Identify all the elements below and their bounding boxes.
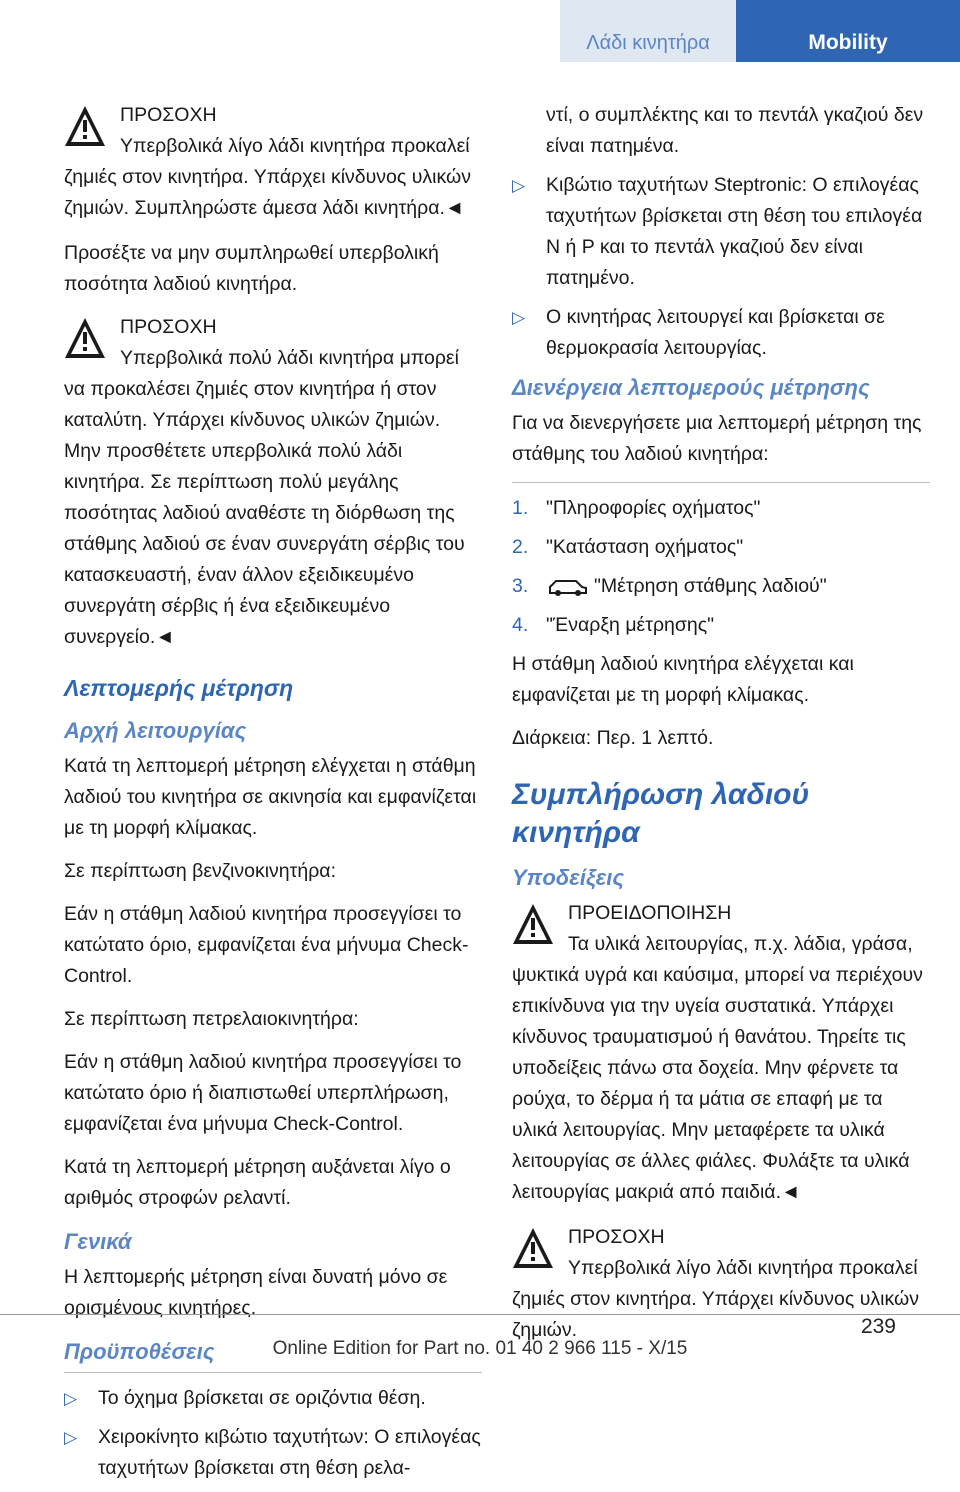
step-text: "Πληροφορίες οχήματος" [546,497,761,519]
caution-box [64,312,482,653]
heading-principle: Αρχή λειτουργίας [64,718,247,743]
heading-detailed-measurement: Λεπτομερής μέτρηση [64,675,294,701]
warning-triangle-icon [512,902,554,946]
caution-title: ΠΡΟΣΟΧΗ [568,1226,665,1248]
paragraph-idle-speed: Κατά τη λεπτομερή μέτρηση αυξάνεται λίγο ο αριθμός στροφών ρελαντί. [64,1156,451,1209]
caution-text: Υπερβολικά λίγο λάδι κινητήρα προκαλεί ζημιές στον κινητήρα. Υπάρχει κίνδυνος υλικών ζημιών. Συμπληρώστε άμεσα λάδι κινητήρα.◄ [64,135,471,219]
warning-title: ΠΡΟΕΙΔΟΠΟΙΗΣΗ [568,902,732,924]
warning-triangle-icon [512,1226,554,1270]
footer-edition: Online Edition for Part no. 01 40 2 966 115 - X/15 [272,1338,688,1359]
caution-title: ΠΡΟΣΟΧΗ [120,104,217,126]
step-item [512,532,930,563]
caution-text: Υπερβολικά πολύ λάδι κινητήρα μπορεί να προκαλέσει ζημιές στον κινητήρα ή στον καταλύτη. Υπάρχει κίνδυνος υλικών ζημιών. Μην προσθέτετε υπερβολικά πολύ λάδι κινητήρα. Σε περίπτωση πολύ μεγάλης ποσότητας λαδιού αναθέστε τη διόρθωση της στάθμης λαδιού σε έναν συνεργάτη σέρβις του κατασκευαστή, έναν άλλον εξειδικευμένο συνεργάτη σέρβις ή ένα εξειδικευμένο συνεργείο.◄ [64,347,465,648]
paragraph-petrol: Εάν η στάθμη λαδιού κινητήρα προσεγγίσει το κατώτατο όριο, εμφανίζεται ένα μήνυμα Check-Control. [64,903,469,987]
heading-notes: Υποδείξεις [512,865,625,890]
paragraph-overfill: Προσέξτε να μην συμπληρωθεί υπερβολική ποσότητα λαδιού κινητήρα. [64,242,439,295]
paragraph-principle: Κατά τη λεπτομερή μέτρηση ελέγχεται η στάθμη λαδιού του κινητήρα σε ακινησία και εμφανίζεται με τη μορφή κλίμακας. [64,755,477,839]
paragraph-duration: Διάρκεια: Περ. 1 λεπτό. [512,727,714,749]
warning-triangle-icon [64,316,106,360]
step-text: "Έναρξη μέτρησης" [546,614,715,636]
warning-box [512,898,930,1208]
warning-text: Τα υλικά λειτουργίας, π.χ. λάδια, γράσα, ψυκτικά υγρά και καύσιμα, μπορεί να περιέχουν επικίνδυνα για την υγεία συστατικά. Υπάρχει κίνδυνος τραυματισμού ή θανάτου. Τηρείτε τις υποδείξεις πάνω στα δοχεία. Μην φέρνετε τα ρούχα, το δέρμα ή τα μάτια σε επαφή με τα υλικά λειτουργίας. Μην μεταφέρετε τα υλικά λειτουργίας σε άλλες φιάλες. Φυλάξτε τα υλικά λειτουργίας μακριά από παιδιά.◄ [512,933,923,1203]
paragraph-petrol-label: Σε περίπτωση βενζινοκινητήρα: [64,860,336,882]
paragraph-scale: Η στάθμη λαδιού κινητήρα ελέγχεται και εμφανίζεται με τη μορφή κλίμακας. [512,653,854,706]
header-chapter-tab: Mobility [736,0,960,62]
heading-topup-oil: Συμπλήρωση λαδιού κινητήρα [512,778,810,849]
prerequisites-list-continued [512,100,930,162]
step-number: 4. [512,614,529,636]
paragraph-diesel-label: Σε περίπτωση πετρελαιοκινητήρα: [64,1008,359,1030]
list-item-continuation [512,100,930,162]
heading-prerequisites: Προϋποθέσεις [64,1339,215,1364]
right-column [512,100,930,1360]
caution-box [64,100,482,224]
step-number: 3. [512,575,529,597]
paragraph-general: Η λεπτομερής μέτρηση είναι δυνατή μόνο σε ορισμένους κινητήρες. [64,1266,448,1319]
prerequisites-list [64,1383,482,1484]
prerequisites-list [512,170,930,364]
paragraph-perform: Για να διενεργήσετε μια λεπτομερή μέτρηση της στάθμης του λαδιού κινητήρα: [512,412,922,465]
heading-perform-measurement: Διενέργεια λεπτομερούς μέτρησης [512,375,870,400]
caution-title: ΠΡΟΣΟΧΗ [120,316,217,338]
step-text: "Μέτρηση στάθμης λαδιού" [594,575,827,597]
list-item: ▷ Χειροκίνητο κιβώτιο ταχυτήτων: Ο επιλογέας ταχυτήτων βρίσκεται στη θέση ρελα- [64,1422,482,1484]
left-column [64,100,482,1492]
list-item: ▷ Ο κινητήρας λειτουργεί και βρίσκεται σε θερμοκρασία λειτουργίας. [512,302,930,364]
page-header [0,0,960,62]
divider [512,482,930,483]
step-item [512,571,930,602]
step-item [512,610,930,641]
heading-general: Γενικά [64,1229,132,1254]
list-item-text: ντί, ο συμπλέκτης και το πεντάλ γκαζιού δεν είναι πατημένα. [546,104,924,157]
caution-text: Υπερβολικά λίγο λάδι κινητήρα προκαλεί ζημιές στον κινητήρα. Υπάρχει κίνδυνος υλικών ζημιών. [512,1257,919,1341]
page-number: 239 [860,1315,896,1338]
list-item: ▷ Κιβώτιο ταχυτήτων Steptronic: Ο επιλογέας ταχυτήτων βρίσκεται στη θέση του επιλογέα N ή P και το πεντάλ γκαζιού δεν είναι πατημένο. [512,170,930,294]
steps-list [512,493,930,641]
warning-triangle-icon [64,104,106,148]
list-item: ▷ Το όχημα βρίσκεται σε οριζόντια θέση. [64,1383,482,1414]
paragraph-diesel: Εάν η στάθμη λαδιού κινητήρα προσεγγίσει το κατώτατο όριο ή διαπιστωθεί υπερπλήρωση, εμφανίζεται ένα μήνυμα Check-Control. [64,1051,462,1135]
step-number: 2. [512,536,529,558]
step-number: 1. [512,497,529,519]
header-section-title: Λάδι κινητήρα [560,0,736,62]
step-text: "Κατάσταση οχήματος" [546,536,744,558]
divider [64,1372,482,1373]
step-item [512,493,930,524]
car-oil-icon [546,577,590,597]
footer-divider [0,1314,960,1315]
